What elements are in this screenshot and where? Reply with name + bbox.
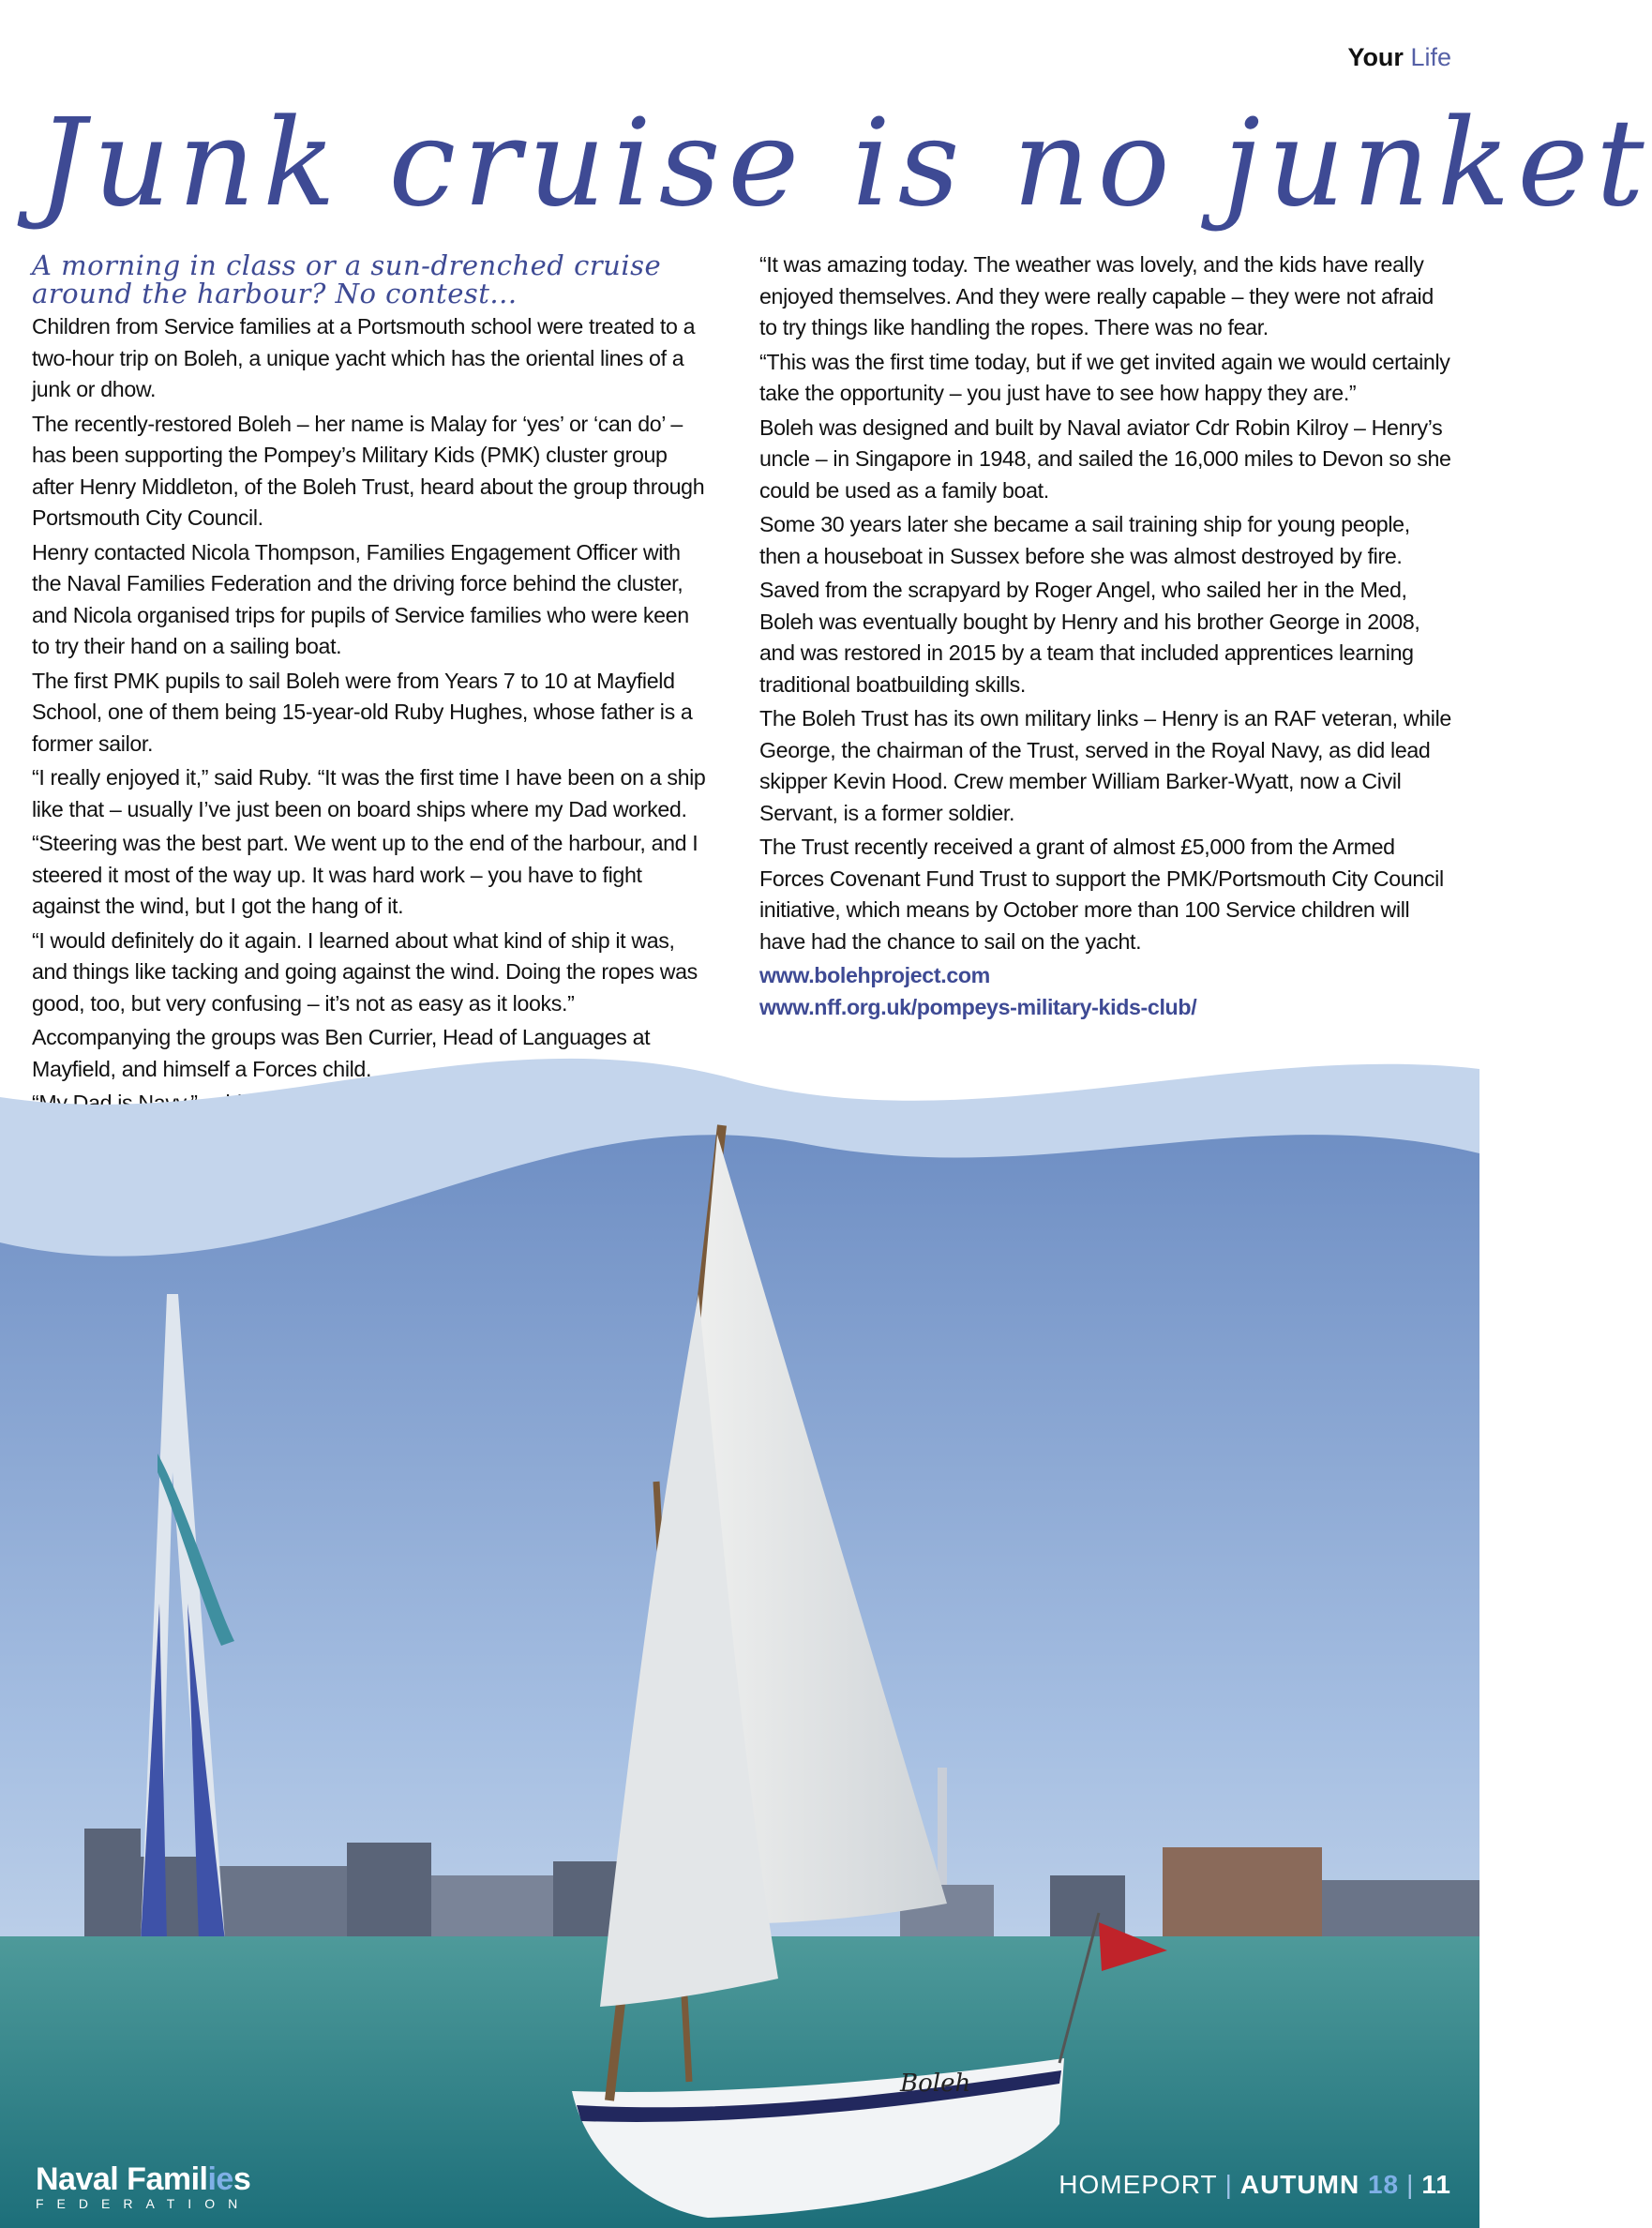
issue-year: 18: [1367, 2170, 1400, 2199]
paragraph: The first PMK pupils to sail Boleh were from Years 7 to 10 at Mayfield School, one of them being 15-year-old Ruby Hughes, whose father is a former sailor.: [32, 668, 693, 756]
paragraph: The recently-restored Boleh – her name is Malay for ‘yes’ or ‘can do’ – has been supporting the Pompey’s Military Kids (PMK) cluster group after Henry Middleton, of the Boleh Trust, heard about the group through Portsmouth City Council.: [32, 411, 705, 530]
paragraph: Saved from the scrapyard by Roger Angel, who sailed her in the Med, Boleh was eventually bought by Henry and his brother George in 2008, and was restored in 2015 by a team that included apprentices learning traditional boatbuilding skills.: [759, 578, 1420, 697]
paragraph: Some 30 years later she became a sail training ship for young people, then a houseboat in Sussex before she was almost destroyed by fire.: [759, 512, 1410, 568]
paragraph: “I really enjoyed it,” said Ruby. “It was the first time I have been on a ship like that – usually I’ve just been on board ships where my Dad worked.: [32, 765, 706, 821]
paragraph: “I would definitely do it again. I learned about what kind of ship it was, and things like tacking and going against the wind. Doing the ropes was good, too, but very confusing – it’s not as easy as it looks.”: [32, 927, 698, 1016]
page-footer: HOMEPORT | AUTUMN 18 | 11: [1059, 2170, 1451, 2199]
paragraph: The Trust recently received a grant of almost £5,000 from the Armed Forces Covenant Fund Trust to support the PMK/Portsmouth City Council initiative, which means by October more than 100 Service children will have had the chance to sail on the yacht.: [759, 835, 1444, 954]
article-column-right: [759, 249, 1453, 1023]
section-label-light: Life: [1410, 43, 1451, 71]
publication-name: HOMEPORT: [1059, 2170, 1218, 2199]
sailing-boat-photo: [0, 1078, 1479, 2228]
logo-name-accent: ie: [207, 2161, 233, 2197]
paragraph: Children from Service families at a Portsmouth school were treated to a two-hour trip on Boleh, a unique yacht which has the oriental lines of a junk or dhow.: [32, 314, 696, 401]
paragraph: Accompanying the groups was Ben Currier, Head of Languages at Mayfield, and himself a Forces child.: [32, 1025, 651, 1081]
paragraph: “It was amazing today. The weather was lovely, and the kids have really enjoyed themselves. And they were really capable – they were not afraid to try things like handling the ropes. There was no fear.: [759, 252, 1434, 339]
link-nff-pmk-club[interactable]: www.nff.org.uk/pompeys-military-kids-club/: [759, 994, 1197, 1019]
paragraph: “Steering was the best part. We went up to the end of the harbour, and I steered it most of the way up. It was hard work – you have to fight against the wind, but I got the hang of it.: [32, 831, 698, 918]
link-boleh-project[interactable]: www.bolehproject.com: [759, 963, 990, 987]
section-label: [1347, 43, 1451, 72]
article-column-left: [32, 251, 711, 1185]
logo-name-start: Naval Famil: [36, 2161, 208, 2197]
paragraph: Henry contacted Nicola Thompson, Families Engagement Officer with the Naval Families Federation and the driving force behind the cluster, and Nicola organised trips for pupils of Service families who were keen to try their hand on a sailing boat.: [32, 539, 689, 658]
boat-name: Boleh: [900, 2070, 971, 2098]
article-standfirst: A morning in class or a sun-drenched cruise around the harbour? No contest...: [32, 249, 662, 309]
logo-name-end: s: [233, 2161, 251, 2197]
naval-families-federation-logo: [36, 2161, 250, 2211]
paragraph: The Boleh Trust has its own military links – Henry is an RAF veteran, while George, the chairman of the Trust, served in the Royal Navy, as did lead skipper Kevin Hood. Crew member William Barker-Wyatt, now a Civil Servant, is a former soldier.: [759, 706, 1451, 825]
article-title: Junk cruise is no junket: [38, 94, 1652, 233]
paragraph: “This was the first time today, but if we get invited again we would certainly take the opportunity – you just have to see how happy they are.”: [759, 349, 1450, 405]
page-number: 11: [1421, 2170, 1451, 2199]
paragraph: Boleh was designed and built by Naval aviator Cdr Robin Kilroy – Henry’s uncle – in Singapore in 1948, and sailed the 16,000 miles to Devon so she could be used as a family boat.: [759, 414, 1451, 503]
section-label-bold: Your: [1347, 43, 1404, 71]
issue-season: AUTUMN: [1239, 2170, 1360, 2199]
logo-subtitle: FEDERATION: [36, 2196, 251, 2211]
